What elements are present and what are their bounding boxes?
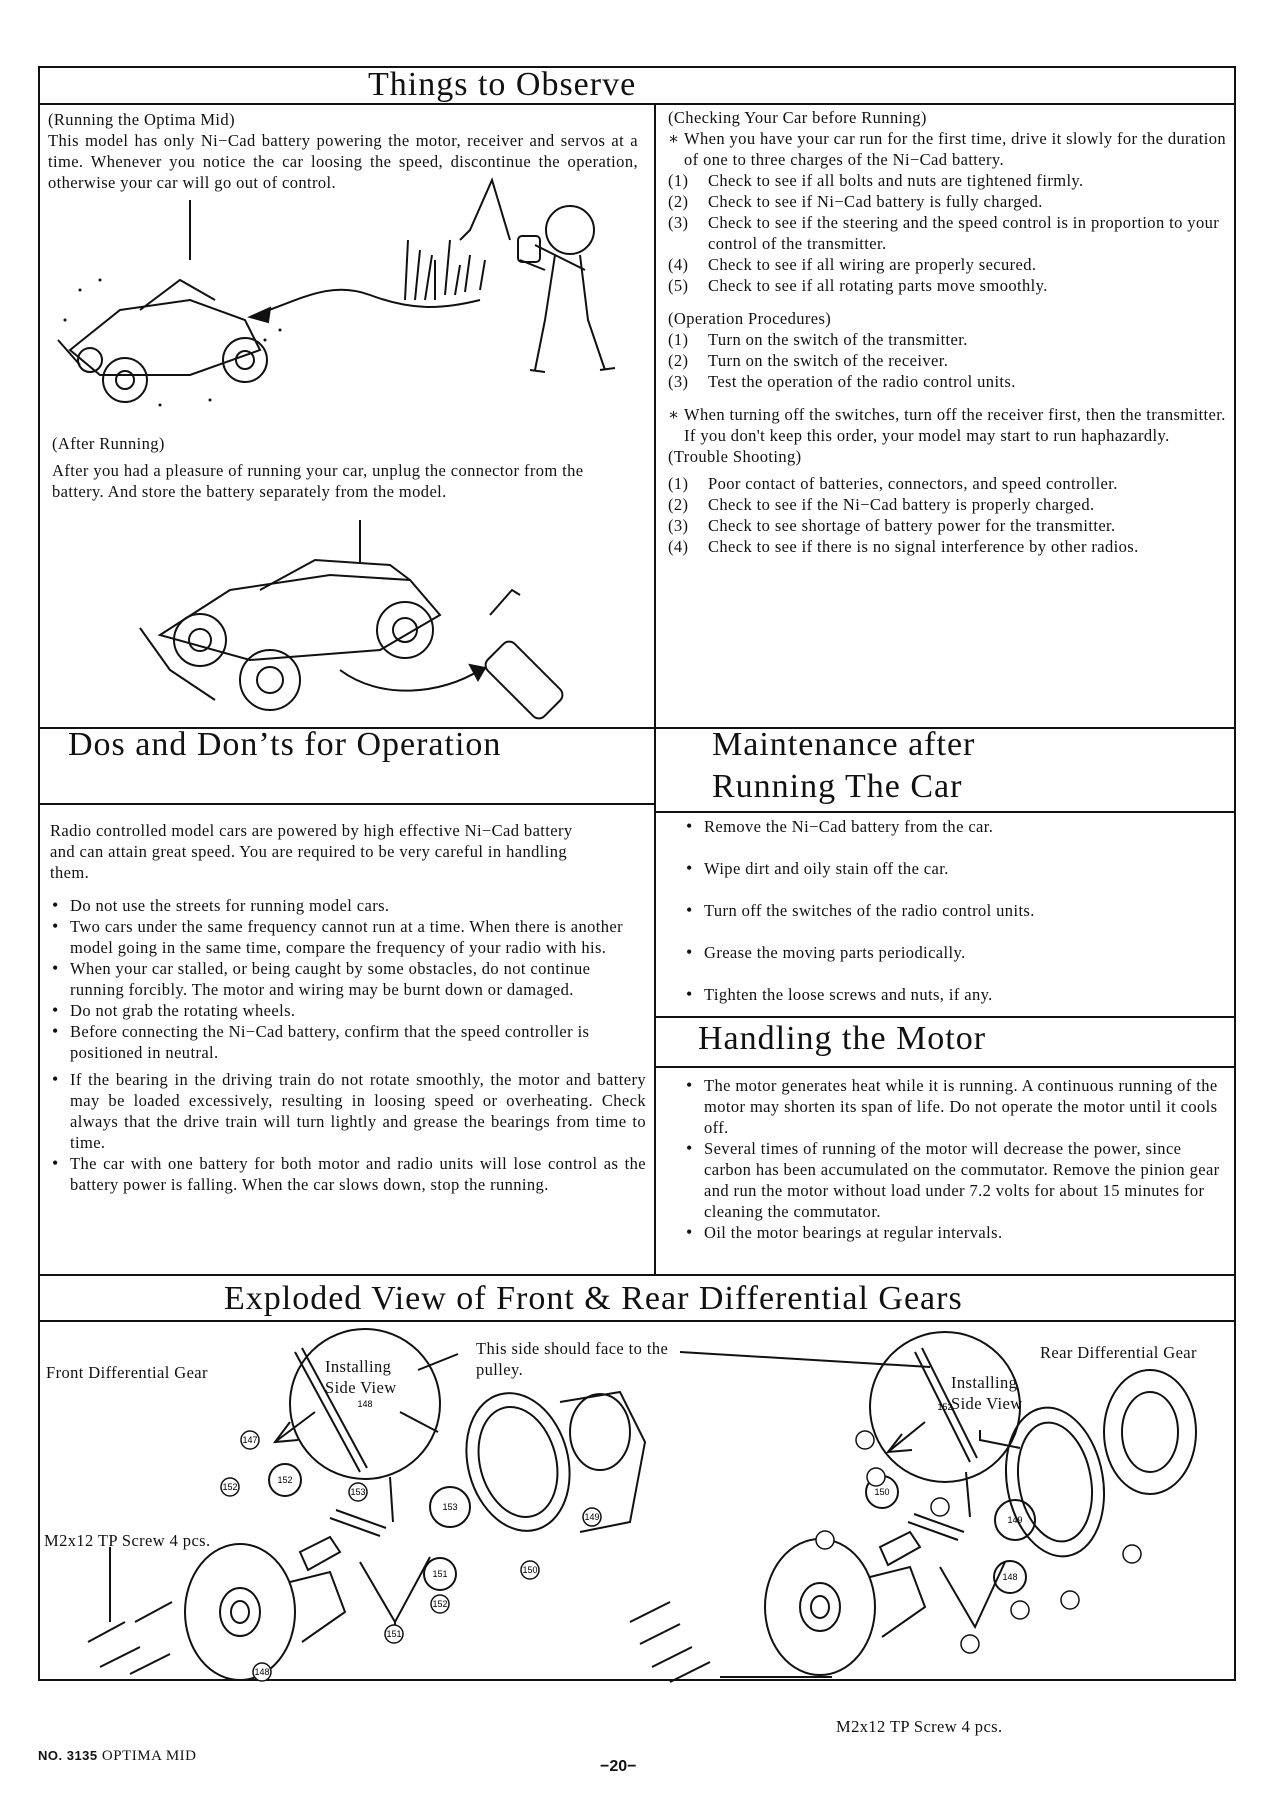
list-item: • Tighten the loose screws and nuts, if any. [684, 984, 1224, 1005]
dos-intro: Radio controlled model cars are powered by high effective Ni−Cad battery and can attain great speed. You are required to be very careful in handling them. [50, 821, 573, 882]
part-number: 153 [442, 1502, 458, 1512]
part-number: 153 [350, 1487, 366, 1497]
trouble-heading: (Trouble Shooting) [668, 447, 802, 466]
part-number: 152 [432, 1599, 448, 1609]
motor-list [684, 1075, 1224, 1243]
part-number: 148 [1002, 1572, 1018, 1582]
part-number: 152 [277, 1475, 293, 1485]
list-item: • The car with one battery for both motor and radio units will lose control as the battery power is falling. When the car slows down, stop the running. [50, 1153, 646, 1195]
list-item: • If the bearing in the driving train do not rotate smoothly, the motor and battery may be loaded excessively, resulting in loosing speed or overheating. Check always that the drive train will turn lightly and grease the bearings from time to time. [50, 1069, 646, 1153]
list-item: • Grease the moving parts periodically. [684, 942, 1224, 963]
part-number: 148 [357, 1399, 373, 1409]
divider [38, 103, 1236, 105]
rear-diff-label: Rear Differential Gear [1040, 1343, 1197, 1362]
list-item: (1) Turn on the switch of the transmitter. [668, 330, 968, 349]
list-item: • When your car stalled, or being caught by some obstacles, do not continue running forcibly. The motor and wiring may be burnt down or damaged. [50, 958, 646, 1000]
procedures-list [668, 329, 1228, 392]
list-item: (1) Check to see if all bolts and nuts are tightened firmly. [668, 171, 1084, 190]
trouble-list [668, 473, 1228, 557]
divider [654, 811, 1236, 813]
part-number: 147 [242, 1435, 258, 1445]
list-item: (2) Check to see if Ni−Cad battery is fully charged. [668, 192, 1043, 211]
list-item: (4) Check to see if there is no signal interference by other radios. [668, 537, 1139, 556]
front-diff-label: Front Differential Gear [46, 1363, 208, 1382]
part-number: 152 [937, 1402, 953, 1412]
section-title-maintenance-1: Maintenance after [712, 726, 976, 763]
list-item: • Several times of running of the motor will decrease the power, since carbon has been accumulated on the commutator. Remove the pinion gear and run the motor without load under 7.2 volts for about 15 minutes for cleaning the commutator. [684, 1138, 1224, 1222]
maintenance-block [684, 816, 1224, 1026]
procedures-note: ∗ When turning off the switches, turn off the receiver first, then the transmitter. If you don't keep this order, your model may start to run haphazardly. [668, 405, 1226, 445]
dos-list [50, 895, 646, 1195]
checking-note: ∗ When you have your car run for the first time, drive it slowly for the duration of one to three charges of the Ni−Cad battery. [668, 129, 1227, 169]
list-item: • Wipe dirt and oily stain off the car. [684, 858, 1224, 879]
running-text: This model has only Ni−Cad battery powering the motor, receiver and servos at a time. Whenever you notice the car loosing the speed, discontinue the operation, otherwise your car will go out of control. [48, 131, 638, 192]
running-block [48, 109, 638, 193]
list-item: • Remove the Ni−Cad battery from the car. [684, 816, 1224, 837]
list-item: (3) Check to see shortage of battery power for the transmitter. [668, 516, 1116, 535]
part-number: 151 [432, 1569, 448, 1579]
part-number: 150 [874, 1487, 890, 1497]
list-item: (3) Test the operation of the radio control units. [668, 372, 1016, 391]
part-number: 149 [584, 1512, 600, 1522]
list-item: (3) Check to see if the steering and the speed control is in proportion to your control of the transmitter. [668, 213, 1220, 253]
dos-block [50, 820, 646, 1195]
screw-front-label: M2x12 TP Screw 4 pcs. [44, 1531, 211, 1550]
installing-front-label: Installing Side View [325, 1357, 397, 1397]
checking-list [668, 170, 1228, 296]
screw-rear-label: M2x12 TP Screw 4 pcs. [836, 1717, 1003, 1736]
divider [654, 1066, 1236, 1068]
procedures-heading: (Operation Procedures) [668, 309, 832, 328]
checking-heading: (Checking Your Car before Running) [668, 108, 927, 127]
after-running-block [52, 433, 632, 502]
list-item: • The motor generates heat while it is running. A continuous running of the motor may shorten its span of life. Do not operate the motor until it cools off. [684, 1075, 1224, 1138]
list-item: • Do not use the streets for running model cars. [50, 895, 646, 916]
list-item: (5) Check to see if all rotating parts move smoothly. [668, 276, 1048, 295]
running-car-illustration [40, 200, 650, 440]
car-battery-illustration [140, 520, 610, 720]
divider [38, 803, 654, 805]
part-number: 152 [222, 1482, 238, 1492]
running-heading: (Running the Optima Mid) [48, 110, 235, 129]
list-item: • Do not grab the rotating wheels. [50, 1000, 646, 1021]
face-note: This side should face to the pulley. [476, 1339, 669, 1379]
section-title-dos: Dos and Don’ts for Operation [68, 726, 502, 763]
section-title-observe: Things to Observe [368, 66, 637, 103]
installing-rear-label: Installing Side View [951, 1373, 1023, 1413]
section-title-motor: Handling the Motor [698, 1020, 987, 1057]
list-item: • Turn off the switches of the radio control units. [684, 900, 1224, 921]
part-number: 151 [386, 1629, 402, 1639]
motor-block [684, 1075, 1224, 1243]
list-item: (2) Check to see if the Ni−Cad battery is properly charged. [668, 495, 1095, 514]
checking-block [668, 107, 1228, 557]
footer-model: NO. 3135 OPTIMA MID [38, 1748, 197, 1764]
list-item: (4) Check to see if all wiring are properly secured. [668, 255, 1037, 274]
part-number: 150 [522, 1565, 538, 1575]
page-number: −20− [600, 1758, 637, 1775]
part-number: 148 [254, 1667, 270, 1677]
list-item: (2) Turn on the switch of the receiver. [668, 351, 949, 370]
after-running-text: After you had a pleasure of running your car, unplug the connector from the battery. And store the battery separately from the model. [52, 461, 584, 501]
exploded-diagram [40, 1322, 1234, 1680]
section-title-exploded: Exploded View of Front & Rear Differential Gears [224, 1280, 963, 1317]
after-running-heading: (After Running) [52, 434, 165, 453]
list-item: • Before connecting the Ni−Cad battery, confirm that the speed controller is positioned in neutral. [50, 1021, 646, 1063]
section-title-maintenance-2: Running The Car [712, 768, 963, 805]
list-item: • Two cars under the same frequency cannot run at a time. When there is another model going in the same time, compare the frequency of your radio with his. [50, 916, 646, 958]
maintenance-list [684, 816, 1224, 1005]
divider [38, 1274, 1236, 1276]
list-item: (1) Poor contact of batteries, connectors, and speed controller. [668, 474, 1118, 493]
divider [654, 103, 656, 1274]
list-item: • Oil the motor bearings at regular intervals. [684, 1222, 1224, 1243]
part-number: 149 [1007, 1515, 1023, 1525]
